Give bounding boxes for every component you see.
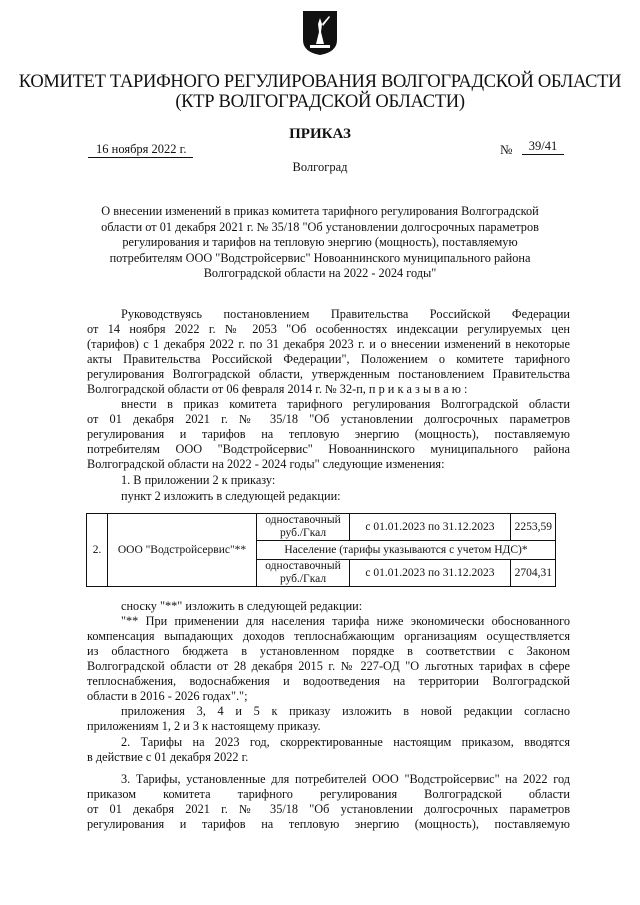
organization-cell: ООО "Водстройсервис"**	[108, 514, 257, 587]
body-line: приказом комитета тарифного регулирования Волгоградской области	[87, 787, 570, 801]
subject-line: О внесении изменений в приказ комитета тарифного регулирования Волгоградской	[101, 204, 539, 218]
body-line: регулирования и тарифов на тепловую энергию (мощность), поставляемую	[87, 817, 570, 831]
order-number: 39/41	[522, 139, 564, 155]
body-line: сноску "**" изложить в следующей редакции:	[121, 599, 363, 613]
body-line: от 01 декабря 2021 г. № 35/18 "Об установлении долгосрочных параметров	[87, 802, 570, 816]
order-subject	[80, 204, 560, 282]
row-number: 2.	[87, 514, 108, 587]
subject-line: области от 01 декабря 2021 г. № 35/18 "Об установлении долгосрочных параметров	[101, 219, 539, 234]
order-date: 16 ноября 2022 г.	[88, 142, 193, 158]
body-line: Руководствуясь постановлением Правительства Российской Федерации	[121, 307, 570, 321]
city: Волгоград	[292, 160, 348, 174]
body-line: Волгоградской области от 28 декабря 2015 г. № 227-ОД "О льготных тарифах в сфере	[87, 659, 570, 673]
body-line: регулирования и тарифов на тепловую энергию (мощность), поставляемую	[87, 427, 570, 441]
organization-name: КОМИТЕТ ТАРИФНОГО РЕГУЛИРОВАНИЯ ВОЛГОГРАДСКОЙ ОБЛАСТИ	[18, 72, 622, 92]
period-cell: с 01.01.2023 по 31.12.2023	[350, 560, 511, 587]
body-line: из областного бюджета в установленном порядке в соответствии с Законом	[87, 644, 570, 658]
body-line: регулирования Волгоградской области, утвержденным постановлением Правительства	[87, 367, 570, 381]
body-line: "** При применении для населения тарифа ниже экономически обоснованного	[121, 614, 570, 628]
body-line: от 01 декабря 2021 г. № 35/18 "Об установлении долгосрочных параметров	[87, 412, 570, 426]
organization-short-name: (КТР ВОЛГОГРАДСКОЙ ОБЛАСТИ)	[175, 92, 465, 112]
period-cell: с 01.01.2023 по 31.12.2023	[350, 514, 511, 541]
number-label: №	[500, 142, 513, 157]
body-line: от 14 ноября 2022 г. № 2053 "Об особенностях индексации регулируемых цен	[87, 322, 570, 336]
body-line: пункт 2 изложить в следующей редакции:	[121, 489, 341, 503]
coat-of-arms-emblem	[302, 10, 338, 56]
body-line: 2. Тарифы на 2023 год, скорректированные настоящим приказом, вводятся	[121, 735, 570, 749]
body-line: теплоснабжения, водоснабжения и водоотведения на территории Волгоградской	[87, 674, 570, 688]
body-line: акты Правительства Российской Федерации", Положением о комитете тарифного	[87, 352, 570, 366]
body-line: (тарифов) с 1 декабря 2022 г. по 31 декабря 2023 г. и о внесении изменений в некоторые	[87, 337, 570, 351]
body-line: Волгоградской области от 06 февраля 2014 г. № 32-п, п р и к а з ы в а ю :	[87, 382, 468, 396]
unit-cell: одноставочный руб./Гкал	[257, 560, 350, 587]
body-line: потребителям ООО "Водстройсервис" Новоаннинского муниципального района	[87, 442, 570, 456]
population-note-cell: Население (тарифы указываются с учетом НДС)*	[257, 541, 556, 560]
subject-line: Волгоградской области на 2022 - 2024 годы"	[203, 266, 437, 280]
document-type: ПРИКАЗ	[289, 126, 351, 142]
tariff-table	[86, 513, 556, 587]
body-line: 3. Тарифы, установленные для потребителей ООО "Водстройсервис" на 2022 год	[121, 772, 570, 786]
body-line: компенсация выпадающих доходов теплоснабжающим организациям осуществляется	[87, 629, 570, 643]
body-line: области в 2016 - 2026 годах".";	[87, 689, 248, 703]
tariff-value-cell: 2253,59	[511, 514, 556, 541]
unit-cell: одноставочный руб./Гкал	[257, 514, 350, 541]
body-line: внести в приказ комитета тарифного регулирования Волгоградской области	[121, 397, 570, 411]
body-line: приложения 3, 4 и 5 к приказу изложить в новой редакции согласно	[121, 704, 570, 718]
body-line: приложениям 1, 2 и 3 к настоящему приказу.	[87, 719, 321, 733]
tariff-value-cell: 2704,31	[511, 560, 556, 587]
body-line: 1. В приложении 2 к приказу:	[121, 473, 276, 487]
body-line: в действие с 01 декабря 2022 г.	[87, 750, 249, 764]
subject-line: регулирования и тарифов на тепловую энергию (мощность), поставляемую	[122, 235, 518, 249]
body-line: Волгоградской области на 2022 - 2024 годы" следующие изменения:	[87, 457, 445, 471]
table-row	[87, 514, 556, 541]
subject-line: потребителям ООО "Водстройсервис" Новоаннинского муниципального района	[109, 250, 531, 265]
